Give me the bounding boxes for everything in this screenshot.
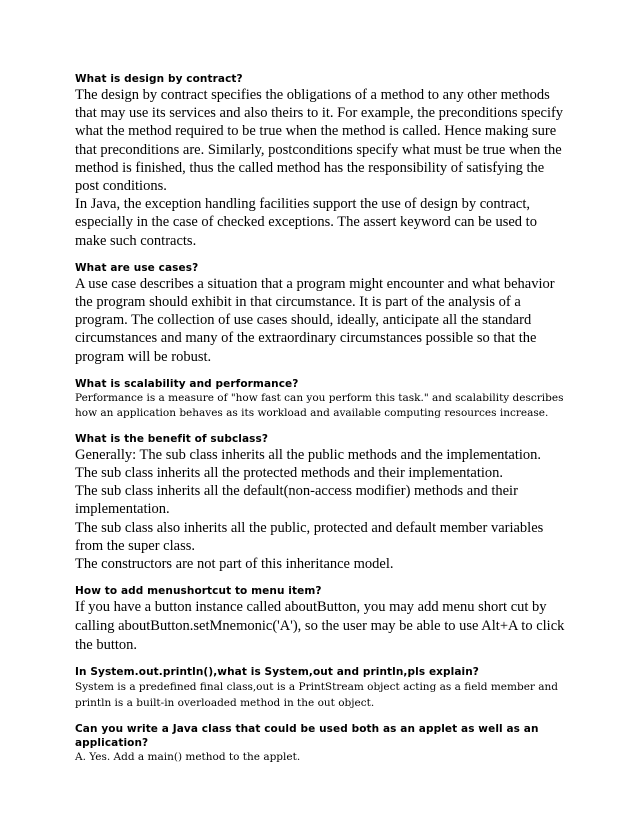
document-page [75,72,565,776]
answer-body [75,446,565,573]
answer-paragraph: The sub class inherits all the default(non-access modifier) methods and their implementation. [75,483,518,518]
answer-paragraph: The design by contract specifies the obligations of a method to any other methods that may use its services and also theirs to it. For example, the preconditions specify what the method required to be true when the method is called. Hence making sure that preconditions are. Similarly, postconditions specify what must be true when the method is finished, thus the called method has the responsibility of satisfying the post conditions. [75,87,564,195]
question-heading: What is the benefit of subclass? [75,432,269,445]
qa-applet-application [75,722,565,765]
answer-paragraph: In Java, the exception handling facilities support the use of design by contract, especially in the case of checked exceptions. The assert keyword can be used to make such contracts. [75,196,537,249]
question-heading: What are use cases? [75,261,199,274]
qa-design-by-contract [75,72,565,250]
answer-body [75,391,565,421]
answer-paragraph: The constructors are not part of this inheritance model. [75,556,394,573]
qa-scalability-performance [75,377,565,421]
qa-subclass-benefit [75,432,565,573]
answer-body [75,275,565,366]
qa-use-cases [75,261,565,366]
question-heading: In System.out.println(),what is System,out and println,pls explain? [75,666,480,679]
answer-body [75,750,565,765]
answer-paragraph: The sub class inherits all the protected methods and their implementation. [75,465,504,482]
question-heading: What is design by contract? [75,73,243,85]
answer-paragraph: System is a predefined final class,out is a PrintStream object acting as a field member and println is a built-in overloaded method in the out object. [75,681,559,710]
question-heading: Can you write a Java class that could be used both as an applet as well as an application? [75,723,539,750]
answer-body [75,598,565,654]
qa-menu-shortcut [75,584,565,654]
answer-body [75,86,565,250]
answer-paragraph: A. Yes. Add a main() method to the applet. [75,751,301,764]
question-heading: How to add menushortcut to menu item? [75,585,322,598]
qa-system-out-println [75,665,565,711]
answer-paragraph: A use case describes a situation that a program might encounter and what behavior the program should exhibit in that circumstance. It is part of the analysis of a program. The collection of use cases should, ideally, anticipate all the standard circumstances and many of the extraordinary circumstances possible so that the program will be robust. [75,275,555,365]
answer-body [75,679,565,711]
answer-paragraph: The sub class also inherits all the public, protected and default member variables from the super class. [75,519,544,554]
answer-paragraph: Performance is a measure of "how fast can you perform this task." and scalability describes how an application behaves as its workload and available computing resources increase. [75,391,564,419]
question-heading: What is scalability and performance? [75,377,299,390]
answer-paragraph: Generally: The sub class inherits all the public methods and the implementation. [75,446,542,463]
answer-paragraph: If you have a button instance called aboutButton, you may add menu short cut by calling aboutButton.setMnemonic('A'), so the user may be able to use Alt+A to click the button. [75,599,565,653]
